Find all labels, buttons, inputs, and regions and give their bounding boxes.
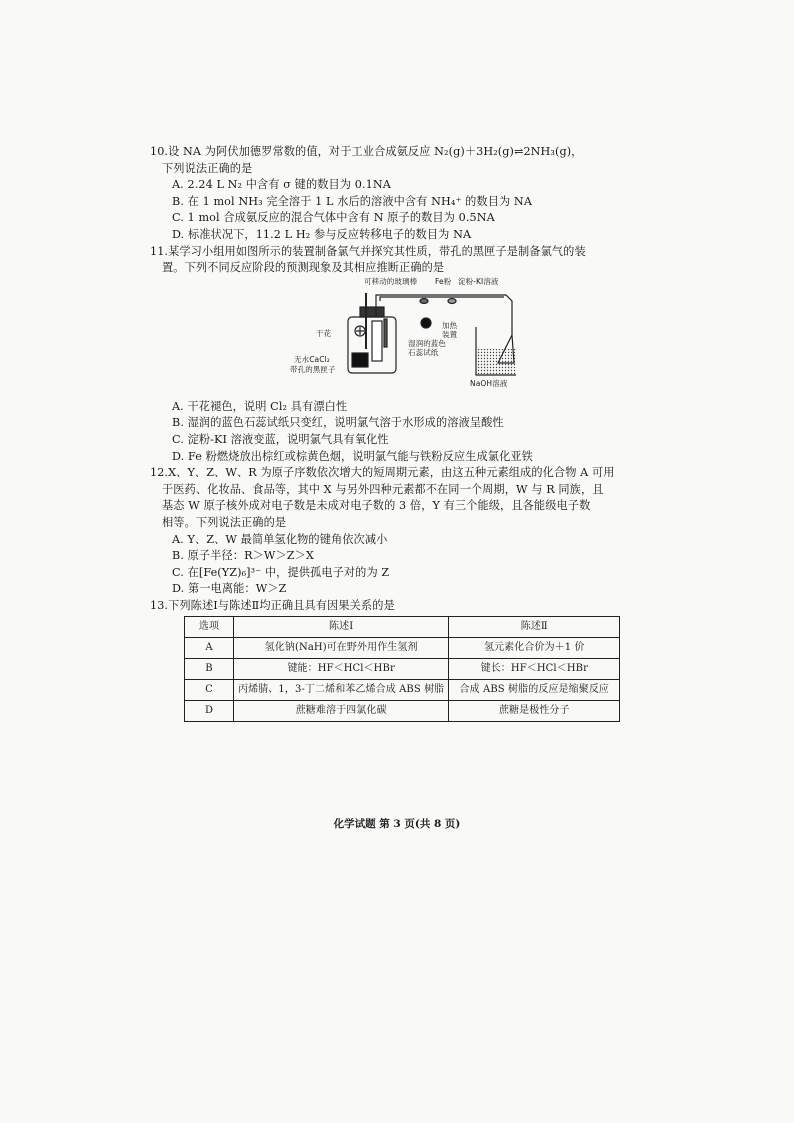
row-a-option: A <box>185 638 234 659</box>
black-box <box>352 353 368 367</box>
bottle-stopper <box>360 307 384 317</box>
row-b-statement-2: 键长：HF＜HCl＜HBr <box>449 659 620 680</box>
header-option: 选项 <box>185 617 234 638</box>
q13-table <box>184 616 620 722</box>
row-a-statement-2: 氢元素化合价为＋1 价 <box>449 638 620 659</box>
q10-stem-line2: 下列说法正确的是 <box>162 161 253 175</box>
header-statement-1: 陈述Ⅰ <box>234 617 449 638</box>
question-10 <box>150 144 650 244</box>
table-row <box>185 701 620 722</box>
row-c-statement-2: 合成 ABS 树脂的反应是缩聚反应 <box>449 680 620 701</box>
heater <box>421 318 431 328</box>
q12-stem-line1: 12.X、Y、Z、W、R 为原子序数依次增大的短周期元素，由这五种元素组成的化合物 A 可用 <box>150 466 615 480</box>
label-litmus: 湿润的蓝色 石蕊试纸 <box>408 338 446 357</box>
label-cacl2: 无水CaCl₂ <box>294 354 330 364</box>
question-13 <box>150 598 650 723</box>
q10-option-a: A. 2.24 L N₂ 中含有 σ 键的数目为 0.1NA <box>172 178 391 192</box>
q12-stem-line2: 于医药、化妆品、食品等，其中 X 与另外四种元素都不在同一个周期，W 与 R 同族，且 <box>162 482 604 496</box>
page-content <box>150 144 650 722</box>
litmus-paper <box>384 319 387 347</box>
q11-option-a: A. 干花褪色，说明 Cl₂ 具有漂白性 <box>172 399 348 413</box>
q12-stem-line4: 相等。下列说法正确的是 <box>162 515 287 529</box>
page-footer: 化学试题 第 3 页(共 8 页) <box>333 818 461 830</box>
q12-option-a: A. Y、Z、W 最简单氢化物的键角依次减小 <box>172 532 388 546</box>
q11-stem-line1: 11.某学习小组用如图所示的装置制备氯气并探究其性质，带孔的黑匣子是制备氯气的装 <box>150 244 586 258</box>
label-black-box: 带孔的黑匣子 <box>290 364 336 374</box>
table-header-row <box>185 617 620 638</box>
label-heater: 加热 装置 <box>442 320 458 339</box>
q11-option-d: D. Fe 粉燃烧放出棕红或棕黄色烟，说明氯气能与铁粉反应生成氯化亚铁 <box>172 449 533 463</box>
question-11 <box>150 244 650 466</box>
row-b-statement-1: 键能：HF＜HCl＜HBr <box>234 659 449 680</box>
row-d-option: D <box>185 701 234 722</box>
row-b-option: B <box>185 659 234 680</box>
q11-stem-line2: 置。下列不同反应阶段的预测现象及其相应推断正确的是 <box>162 261 445 275</box>
row-a-statement-1: 氢化钠(NaH)可在野外用作生氢剂 <box>234 638 449 659</box>
question-12 <box>150 465 650 598</box>
q12-option-d: D. 第一电离能：W＞Z <box>172 582 287 596</box>
q12-stem-line3: 基态 W 原子核外成对电子数是未成对电子数的 3 倍，Y 有三个能级，且各能级电子数 <box>162 499 591 513</box>
q12-option-b: B. 原子半径：R＞W＞Z＞X <box>172 549 314 563</box>
header-statement-2: 陈述Ⅱ <box>449 617 620 638</box>
label-naoh: NaOH溶液 <box>470 378 508 388</box>
row-d-statement-1: 蔗糖难溶于四氯化碳 <box>234 701 449 722</box>
table-row <box>185 680 620 701</box>
label-dry-flower: 干花 <box>316 328 332 338</box>
q11-option-b: B. 湿润的蓝色石蕊试纸只变红，说明氯气溶于水形成的溶液呈酸性 <box>172 416 504 430</box>
table-row <box>185 638 620 659</box>
table-row <box>185 659 620 680</box>
q10-option-c: C. 1 mol 合成氨反应的混合气体中含有 N 原子的数目为 0.5NA <box>172 211 495 225</box>
label-starch-ki: 淀粉-KI溶液 <box>458 276 499 286</box>
apparatus-figure <box>150 276 650 397</box>
q12-option-c: C. 在[Fe(YZ)₆]³⁻ 中，提供孤电子对的为 Z <box>172 565 390 579</box>
row-d-statement-2: 蔗糖是极性分子 <box>449 701 620 722</box>
q10-option-b: B. 在 1 mol NH₃ 完全溶于 1 L 水后的溶液中含有 NH₄⁺ 的数目为 NA <box>172 194 533 208</box>
row-c-option: C <box>185 680 234 701</box>
q10-option-d: D. 标准状况下，11.2 L H₂ 参与反应转移电子的数目为 NA <box>172 227 472 241</box>
q13-stem: 13.下列陈述Ⅰ与陈述Ⅱ均正确且具有因果关系的是 <box>150 598 395 612</box>
q11-option-c: C. 淀粉-KI 溶液变蓝，说明氯气具有氧化性 <box>172 432 389 446</box>
label-glass-rod: 可移动的玻璃棒 <box>364 276 418 286</box>
row-c-statement-1: 丙烯腈、1，3-丁二烯和苯乙烯合成 ABS 树脂 <box>234 680 449 701</box>
label-fe-powder: Fe粉 <box>435 276 452 286</box>
q10-stem-line1: 10.设 NA 为阿伏加德罗常数的值，对于工业合成氨反应 N₂(g)＋3H₂(g)⇌2NH₃(g)， <box>150 145 583 158</box>
